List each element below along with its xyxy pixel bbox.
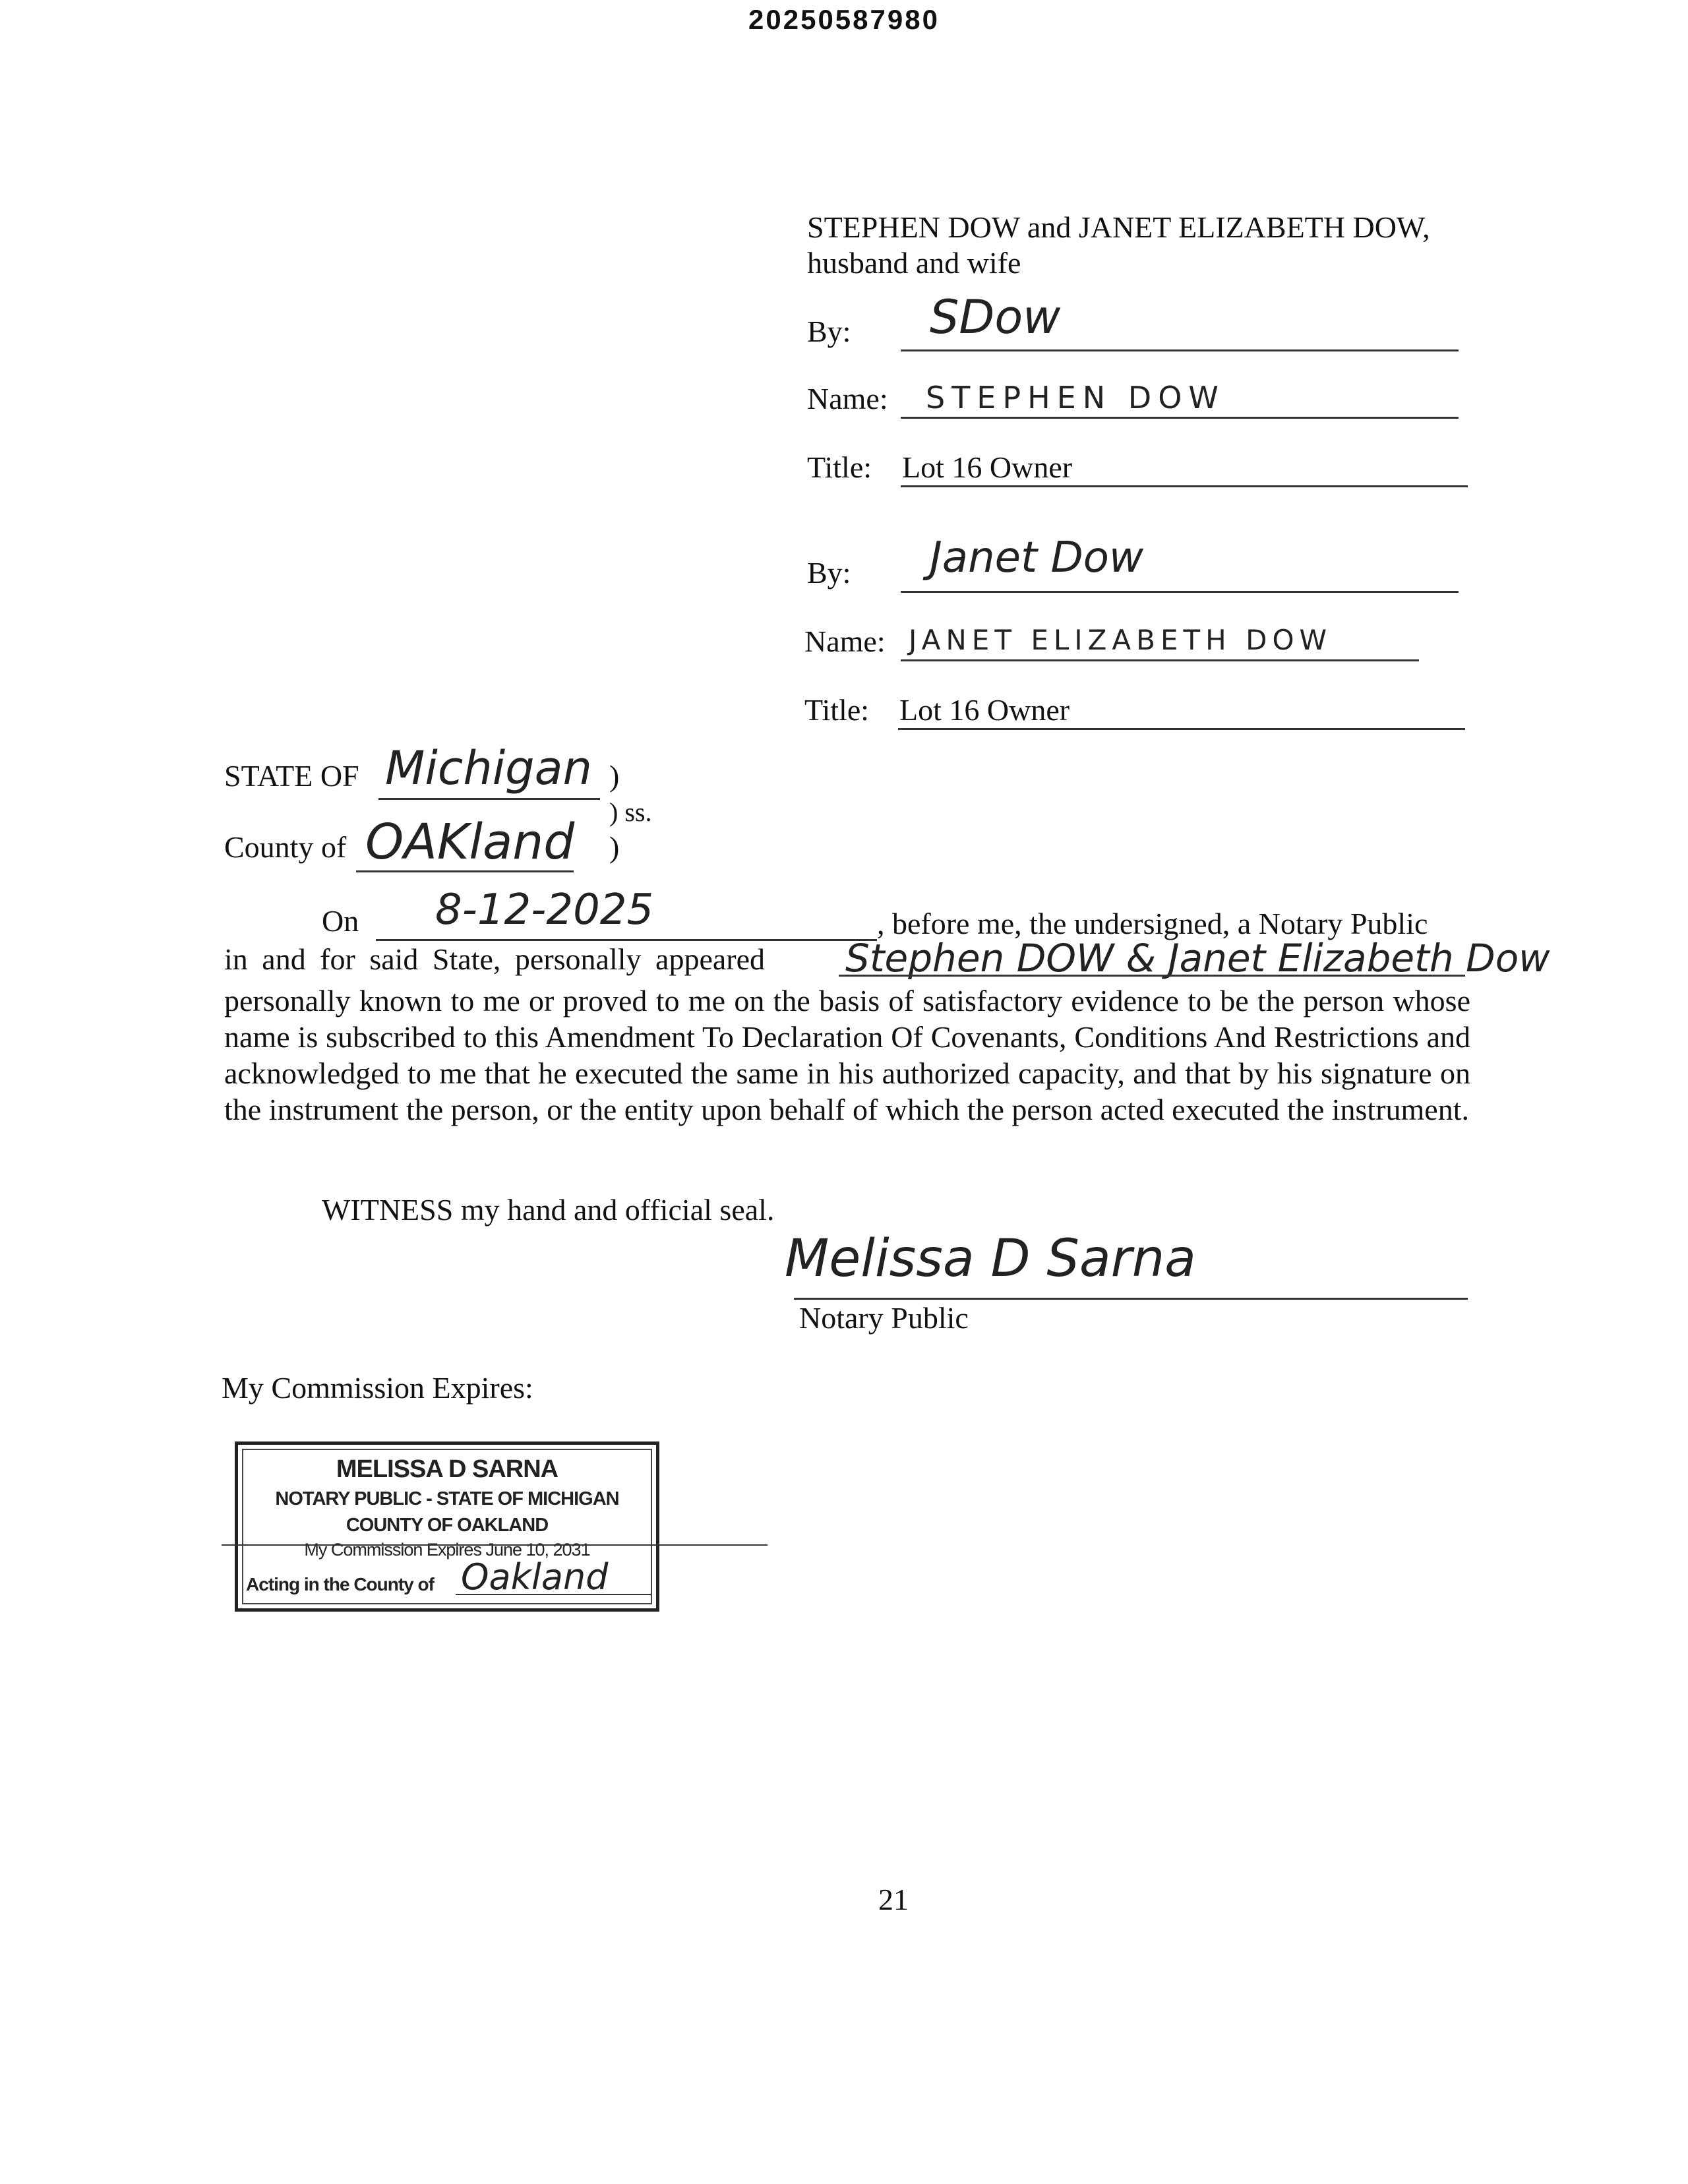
stamp-acting-value: Oakland — [461, 1556, 609, 1598]
signer2-name-label: Name: — [804, 624, 886, 658]
appeared-line — [839, 975, 1465, 977]
stamp-line1: NOTARY PUBLIC - STATE OF MICHIGAN — [275, 1488, 619, 1509]
signer2-title-label: Title: — [804, 693, 870, 727]
county-line — [356, 870, 574, 872]
commission-label: My Commission Expires: — [222, 1371, 533, 1405]
stamp-acting-label: Acting in the County of — [246, 1574, 434, 1594]
signer1-title-label: Title: — [807, 450, 872, 484]
state-paren: ) — [609, 759, 620, 793]
stamp-acting-line — [456, 1594, 651, 1595]
parties-line-2: husband and wife — [807, 246, 1021, 280]
signer2-by-label: By: — [807, 556, 851, 590]
appeared-value: Stephen DOW & Janet Elizabeth Dow — [845, 936, 1550, 981]
acknowledgment-body: personally known to me or proved to me on the basis of satisfactory evidence to be the person whose name is subscribed to this Amendment To Declaration Of Covenants, Conditions And Restrictions and acknowledged to me that he executed the same in his authorized capacity, and that by his signature on the instrument the person, or the entity upon behalf of which the person acted executed the instrument. — [224, 984, 1470, 1126]
state-line — [378, 798, 600, 800]
signer2-title-line — [898, 728, 1465, 730]
stamp-name: MELISSA D SARNA — [336, 1455, 558, 1483]
notary-signature-line — [794, 1298, 1468, 1300]
signer1-name-label: Name: — [807, 382, 888, 415]
signer2-name-line — [901, 659, 1419, 661]
on-label: On — [322, 904, 359, 938]
document-number: 20250587980 — [748, 4, 940, 35]
county-value: OAKland — [365, 814, 575, 870]
signer1-by-line — [901, 349, 1459, 351]
signer1-by-label: By: — [807, 315, 851, 348]
signer1-title-line — [901, 485, 1468, 487]
signer1-signature: SDow — [930, 290, 1061, 344]
page-number: 21 — [878, 1883, 909, 1916]
state-value: Michigan — [385, 741, 592, 795]
signer2-title-value: Lot 16 Owner — [899, 693, 1070, 727]
signer2-signature: Janet Dow — [930, 533, 1144, 582]
witness-line: WITNESS my hand and official seal. — [322, 1193, 775, 1227]
county-label: County of — [224, 830, 347, 864]
signer1-title-value: Lot 16 Owner — [902, 450, 1073, 484]
ss-label: ) ss. — [609, 797, 652, 827]
stamp-line3: My Commission Expires June 10, 2031 — [304, 1540, 590, 1560]
signer1-name-value: STEPHEN DOW — [926, 380, 1225, 415]
signer2-name-value: JANET ELIZABETH DOW — [909, 624, 1333, 656]
signer1-name-line — [901, 417, 1459, 419]
notary-label: Notary Public — [799, 1301, 969, 1335]
date-line — [376, 939, 877, 941]
parties-line-1: STEPHEN DOW and JANET ELIZABETH DOW, — [807, 210, 1430, 244]
signer2-by-line — [901, 591, 1459, 593]
notary-stamp — [235, 1441, 659, 1612]
county-paren: ) — [609, 830, 620, 864]
notary-signature: Melissa D Sarna — [785, 1229, 1196, 1289]
acknowledgment-after-date: , before me, the undersigned, a Notary Public — [877, 907, 1428, 940]
stamp-line2: COUNTY OF OAKLAND — [346, 1515, 549, 1536]
state-label: STATE OF — [224, 759, 359, 793]
commission-line — [222, 1544, 768, 1546]
acknowledgment-line2: in and for said State, personally appeared — [224, 942, 766, 976]
acknowledgment-date: 8-12-2025 — [435, 886, 654, 934]
